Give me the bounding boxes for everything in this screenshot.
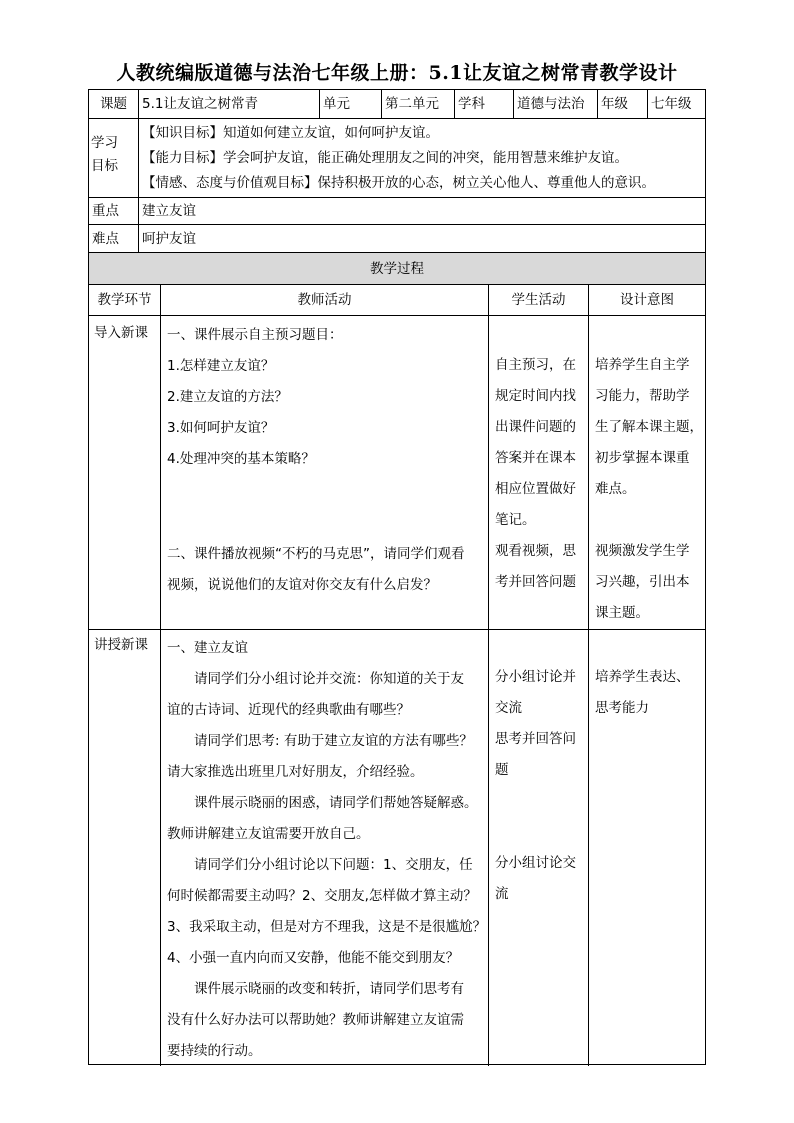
course-value: 5.1让友谊之树常青 xyxy=(142,96,258,112)
lesson-plan-table xyxy=(88,89,706,1065)
page-title: 人教统编版道德与法治七年级上册：5.1让友谊之树常青教学设计 xyxy=(116,62,678,84)
intro-intent: 培养学生自主学 习能力，帮助学 生了解本课主题， 初步掌握本课重 难点。 视频激发学生学 习兴趣，引出本 课主题。 xyxy=(595,357,703,621)
lecture-student: 分小组讨论并 交流 思考并回答问 题 分小组讨论交 流 xyxy=(495,669,576,902)
intro-teacher-line: 视频，说说他们的友谊对你交友有什么启发？ xyxy=(167,577,437,593)
lecture-stage: 讲授新课 xyxy=(94,637,148,653)
goal-ability: 【能力目标】学会呵护友谊，能正确处理朋友之间的冲突，能用智慧来维护友谊。 xyxy=(142,150,628,166)
difficulty-value: 呵护友谊 xyxy=(142,231,196,247)
intro-teacher-line: 1.怎样建立友谊？ xyxy=(167,358,275,374)
unit-label: 单元 xyxy=(323,96,350,112)
header-stage: 教学环节 xyxy=(97,292,152,308)
goal-knowledge: 【知识目标】知道如何建立友谊，如何呵护友谊。 xyxy=(142,125,439,141)
subject-value: 道德与法治 xyxy=(517,96,585,112)
course-label: 课题 xyxy=(100,96,127,112)
key-point-label: 重点 xyxy=(92,203,119,219)
intro-stage: 导入新课 xyxy=(94,325,148,341)
goals-list xyxy=(142,121,702,196)
grade-label: 年级 xyxy=(601,96,628,112)
intro-teacher-line: 3.如何呵护友谊？ xyxy=(167,420,275,436)
goal-attitude: 【情感、态度与价值观目标】保持积极开放的心态，树立关心他人、尊重他人的意识。 xyxy=(142,175,655,191)
unit-value: 第二单元 xyxy=(385,96,439,112)
intro-teacher-line: 一、课件展示自主预习题目： xyxy=(167,327,343,343)
grade-value: 七年级 xyxy=(651,96,692,112)
lecture-intent: 培养学生表达、 思考能力 xyxy=(595,669,690,716)
intro-teacher-line: 二、课件播放视频“不朽的马克思”，请同学们观看 xyxy=(167,546,465,562)
difficulty-label: 难点 xyxy=(92,231,119,247)
header-intent: 设计意图 xyxy=(620,292,674,308)
goals-label: 学习目标 xyxy=(91,135,118,174)
header-student: 学生活动 xyxy=(511,292,566,308)
key-point-value: 建立友谊 xyxy=(142,203,196,219)
intro-teacher-line: 2.建立友谊的方法？ xyxy=(167,389,288,405)
lecture-teacher: 一、建立友谊 请同学们分小组讨论并交流：你知道的关于友 谊的古诗词、近现代的经典歌曲有哪些？ 请同学们思考: 有助于建立友谊的方法有哪些？ 请大家推选出班里几对好朋友，介绍经验。 课件展示晓丽的困惑，请同学们帮她答疑解惑。 教师讲解建立友谊需要开放自己。 请同学们分小组讨论以下问题：1、交朋友，任 何时候都需要主动吗？2、交朋友,怎样做才算主动？ 3、我采取主动，但是对方不理我，这是不是很尴尬？ 4、小强一直内向而又安静，他能不能交到朋友？ 课件展示晓丽的改变和转折，请同学们思考有 没有什么好办法可以帮助她？教师讲解建立友谊需 要持续的行动。 xyxy=(167,640,487,1059)
intro-teacher xyxy=(167,320,487,601)
intro-student: 自主预习，在 规定时间内找 出课件问题的 答案并在课本 相应位置做好 笔记。 观看视频，思 考并回答问题 xyxy=(495,357,576,590)
process-heading: 教学过程 xyxy=(370,261,424,277)
subject-label: 学科 xyxy=(458,96,485,112)
header-teacher: 教师活动 xyxy=(297,292,352,308)
intro-teacher-line: 4.处理冲突的基本策略？ xyxy=(167,451,315,467)
